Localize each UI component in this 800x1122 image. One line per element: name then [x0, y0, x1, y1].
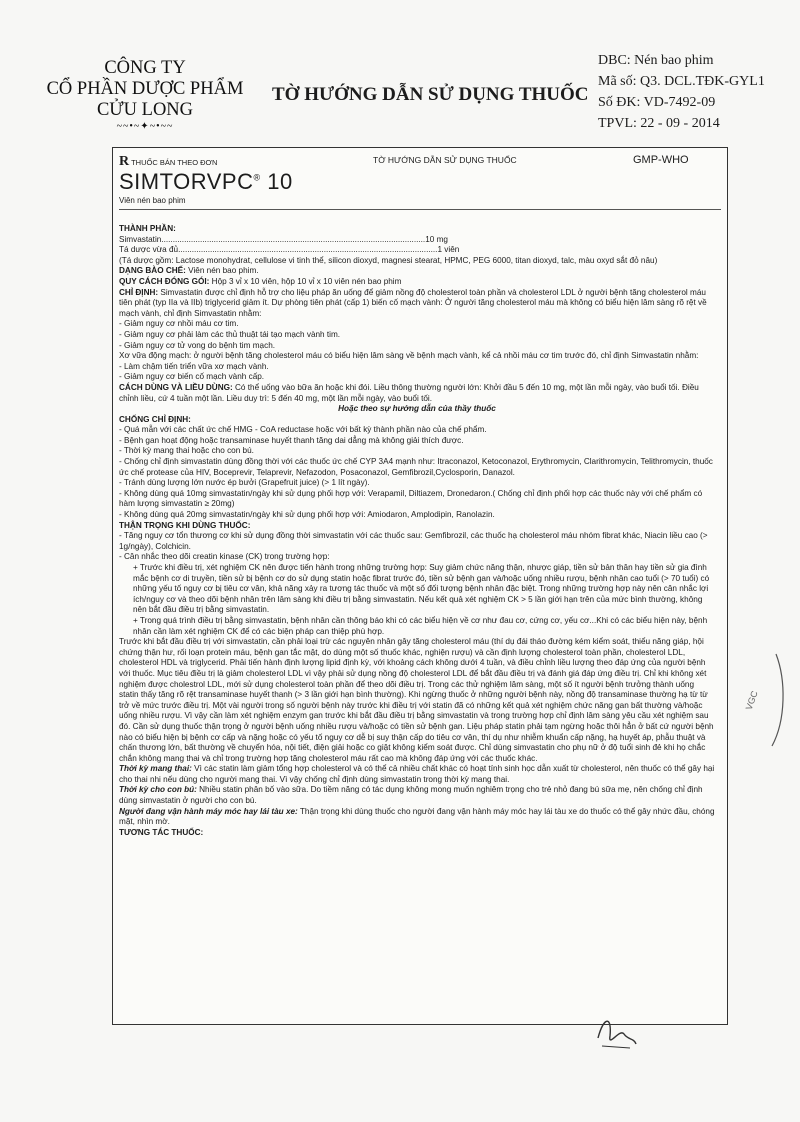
dosage-form: Viên nén bao phim	[119, 196, 186, 205]
reg-code: Mã số: Q3. DCL.TĐK-GYL1	[598, 74, 765, 89]
text: Hộp 3 vỉ x 10 viên, hộp 10 vỉ x 10 viên nén bao phim	[209, 276, 402, 286]
leaflet-body	[119, 224, 715, 838]
text: Có thể uống vào bữa ăn hoặc khi đói. Liều thông thường người lớn: Khởi đầu 5 đến 10 mg, một lần mỗi ngày, vào buổi tối. Điều chỉnh liều, cứ 4 tuần một lần. Liều duy trì: 5 đến 40 mg, một lần mỗi ngày, vào buổi tối.	[119, 382, 699, 403]
company-ornament: ~~•~✦~•~~	[116, 121, 174, 132]
list-item: - Không dùng quá 10mg simvastatin/ngày khi sử dụng phối hợp với: Verapamil, Diltiazem, Dronedaron.( Chống chỉ định phối hợp các thuốc này với chế phẩm có hàm lượng simvastatin ≥ 20mg)	[119, 488, 703, 509]
reg-dbc: DBC: Nén bao phim	[598, 53, 714, 68]
paragraph: Trước khi bắt đầu điều trị với simvastatin, cần phải loại trừ các nguyên nhân gây tăng cholesterol máu (thí dụ đái tháo đường kém kiểm soát, thiểu năng giáp, hội chứng thận hư, rối loạn protein máu, bệnh gan tắc mật, do dùng một số thuốc khác, nghiện rượu) và cần định lượng cholesterol toàn phần, cholesterol LDL, cholesterol HDL và triglycerid. Phải tiến hành định lượng lipid định kỳ, với khoảng cách không dưới 4 tuần, và điều chỉnh liều lượng theo đáp ứng của người bệnh với thuốc. Mục tiêu điều trị là giảm cholesterol LDL vì vậy phải sử dụng nồng độ cholesterol LDL để bắt đầu điều trị và đánh giá đáp ứng điều trị. Chỉ khi không xét nghiệm được cholestrol LDL, mới sử dụng cholesterol toàn phần để theo dõi điều trị. Trong các thử nghiệm lâm sàng, một số ít người bệnh trưởng thành uống statin thấy tăng rõ rệt transaminase huyết thanh (> 3 lần giới hạn bình thường). Khi ngừng thuốc ở những người bệnh này, nồng độ transaminase thường hạ từ từ trở về mức trước điều trị. Một vài người trong số người bệnh này trước khi điều trị với statin đã có những kết quả xét nghiệm chức năng gan bất thường và/hoặc uống nhiều rượu. Vì vậy cần làm xét nghiệm enzym gan trước khi bắt đầu điều trị bằng simvastatin và trong trường hợp chỉ định lâm sàng yêu cầu xét nghiệm sau đó. Cần sử dụng thuốc thận trọng ở người bệnh uống nhiều rượu và/hoặc có tiền sử bệnh gan. Liệu pháp statin phải tạm ngừng hoặc thôi hẳn ở bất cứ người bệnh nào có biểu hiện bị bệnh cơ cấp và nặng hoặc có yếu tố nguy cơ dễ bị suy thận cấp do tiêu cơ vân, thí dụ như nhiễm khuẩn cấp nặng, hạ huyết áp, phẫu thuật và chấn thương lớn, bất thường về chuyển hóa, nội tiết, điện giải hoặc co giật không kiểm soát được. Chỉ dùng simvastatin cho phụ nữ ở độ tuổi sinh đẻ khi họ chắc chắn không mang thai và chỉ trong trường hợp tăng cholesterol máu rất cao mà không đáp ứng với các thuốc khác.	[119, 637, 714, 763]
section-precautions: THẬN TRỌNG KHI DÙNG THUỐC:	[119, 520, 251, 530]
list-item: - Chống chỉ định simvastatin dùng đồng thời với các thuốc ức chế CYP 3A4 mạnh như: Itraconazol, Ketoconazol, Erythromycin, Clarithromycin, Telithromycin, thuốc ức chế protease của HIV, Boceprevir, Telaprevir, Nefazodon, Posaconazol, Gemfibrozil,Cyclosporin, Danazol.	[119, 457, 713, 477]
dosage-form-para	[119, 266, 715, 277]
paragraph: Xơ vữa động mạch: ở người bệnh tăng cholesterol máu có biểu hiện lâm sàng về bệnh mạch vành, kể cả nhồi máu cơ tim trước đó, chỉ định Simvastatin nhằm:	[119, 351, 699, 361]
signature-mark	[590, 1008, 640, 1053]
packaging-para	[119, 277, 715, 288]
list-item: - Tăng nguy cơ tổn thương cơ khi sử dụng đồng thời simvastatin với các thuốc sau: Gemfibrozil, các thuốc hạ cholesterol máu nhóm fibrat khác, Niacin liều cao (> 1g/ngày), Colchicin.	[119, 531, 708, 551]
heading: Thời kỳ cho con bú:	[119, 785, 197, 795]
ingredient-name: Simvastatin	[119, 234, 162, 244]
excipient-row	[119, 245, 715, 256]
heading: DẠNG BÀO CHẾ:	[119, 266, 186, 276]
lactation-para	[119, 785, 715, 806]
svg-text:VGC: VGC	[743, 689, 760, 712]
text: Viên nén bao phim.	[185, 266, 259, 276]
heading: Thời kỳ mang thai:	[119, 764, 192, 774]
list-item: - Làm chậm tiến triển vữa xơ mạch vành.	[119, 361, 269, 371]
list-item: - Giảm nguy cơ phải làm các thủ thuật tái tạo mạch vành tim.	[119, 329, 341, 339]
product-title: SIMTORVPC	[119, 169, 254, 194]
list-item: - Bệnh gan hoạt động hoặc transaminase huyết thanh tăng dai dẳng mà không giải thích được.	[119, 435, 464, 445]
heading: Người đang vận hành máy móc hay lái tàu xe:	[119, 806, 298, 816]
rx-note: THUỐC BÁN THEO ĐƠN	[131, 158, 218, 167]
list-item: - Giảm nguy cơ tử vong do bệnh tim mạch.	[119, 340, 276, 350]
registered-mark: ®	[253, 172, 261, 183]
inner-title: TỜ HƯỚNG DẪN SỬ DỤNG THUỐC	[373, 155, 517, 165]
gmp-label: GMP-WHO	[633, 154, 689, 166]
list-item: - Thời kỳ mang thai hoặc cho con bú.	[119, 446, 254, 456]
document-title: TỜ HƯỚNG DẪN SỬ DỤNG THUỐC	[272, 84, 589, 105]
list-item: - Tránh dùng lượng lớn nước ép bưởi (Grapefruit juice) (> 1 lít ngày).	[119, 478, 370, 488]
excipient-note: (Tá dược gồm: Lactose monohydrat, cellulose vi tinh thể, silicon dioxyd, magnesi stearat, HPMC, PEG 6000, titan dioxyd, talc, màu oxyd sắt đỏ nâu)	[119, 255, 658, 265]
dosage-para	[119, 383, 715, 404]
ingredient-amount: 10 mg	[425, 234, 448, 244]
list-item: - Giảm nguy cơ biến cố mạch vành cấp.	[119, 372, 265, 382]
driving-para	[119, 807, 715, 828]
indications-para	[119, 288, 715, 320]
list-item: - Cân nhắc theo dõi creatin kinase (CK) trong trường hợp:	[119, 552, 330, 562]
list-item: - Giảm nguy cơ nhồi máu cơ tim.	[119, 319, 239, 329]
excipient-amount: 1 viên	[437, 245, 460, 255]
list-item: + Trước khi điều trị, xét nghiệm CK nên được tiến hành trong những trường hợp: Suy giảm chức năng thận, nhược giáp, tiền sử bản thân hay tiền sử gia đình mắc bệnh cơ di truyền, tiền sử bị bệnh cơ do sử dụng statin hoặc fibrat trước đó, tiền sử bệnh gan và/hoặc uống nhiều rượu, bệnh nhân cao tuổi (> 70 tuổi) có những yếu tố nguy cơ bị tiêu cơ vân, khả năng xảy ra tương tác thuốc và một số đối tượng bệnh nhân đặc biệt. Trong những trường hợp này nên cân nhắc lợi ích/nguy cơ và theo dõi bệnh nhân trên lâm sàng khi điều trị bằng simvastatin. Nếu kết quả xét nghiệm CK > 5 lần giới hạn trên của mức bình thường, không nên bắt đầu điều trị bằng simvastatin.	[133, 563, 710, 615]
reg-number: Số ĐK: VD-7492-09	[598, 95, 716, 110]
text: Thận trọng khi dùng thuốc cho người đang vận hành máy móc hay lái tàu xe do thuốc có thể gây nhức đầu, chóng mặt, nhìn mờ.	[119, 806, 715, 827]
pregnancy-para	[119, 764, 715, 785]
prescription-note	[119, 154, 217, 170]
product-name	[119, 169, 293, 195]
divider	[119, 209, 721, 210]
doctor-note: Hoặc theo sự hướng dẫn của thầy thuốc	[338, 404, 496, 414]
section-composition: THÀNH PHẦN:	[119, 224, 176, 233]
section-contraindications: CHỐNG CHỈ ĐỊNH:	[119, 414, 191, 424]
list-item: - Không dùng quá 20mg simvastatin/ngày khi sử dụng phối hợp với: Amiodaron, Amplodipin, Ranolazin.	[119, 510, 495, 520]
list-item: + Trong quá trình điều trị bằng simvastatin, bệnh nhân cần thông báo khi có các biểu hiện về cơ như đau cơ, cứng cơ, yếu cơ...Khi có các biểu hiện này, bệnh nhân cần làm xét nghiệm CK để có các biện pháp can thiệp phù hợp.	[133, 615, 708, 636]
leaflet-card	[112, 147, 728, 1025]
seal-mark	[736, 650, 786, 750]
leader-dots: ....................................................................................................................	[161, 234, 426, 244]
registration-info	[598, 50, 765, 134]
leader-dots: ..................................................................................................................	[178, 245, 438, 255]
product-dose: 10	[267, 169, 293, 194]
text: Nhiều statin phân bố vào sữa. Do tiềm năng có tác dụng không mong muốn nghiêm trọng cho trẻ nhỏ đang bú sữa mẹ, nên chống chỉ định dùng simvastatin ở người cho con bú.	[119, 785, 703, 806]
list-item: - Quá mẫn với các chất ức chế HMG - CoA reductase hoặc với bất kỳ thành phần nào của chế phẩm.	[119, 425, 487, 435]
section-interactions: TƯƠNG TÁC THUỐC:	[119, 827, 204, 837]
ingredient-row	[119, 235, 715, 246]
rx-symbol: R	[119, 154, 130, 169]
reg-date: TPVL: 22 - 09 - 2014	[598, 116, 720, 131]
text: Simvastatin được chỉ định hỗ trợ cho liệu pháp ăn uống để giảm nồng độ cholesterol toàn phần và cholesterol LDL ở người bệnh tăng cholesterol máu tiên phát (typ IIa và IIb) triglycerid giảm ít. Dự phòng tiên phát (cấp 1) biến cố mạch vành: Ở người tăng cholesterol máu mà không có biểu hiện lâm sàng rõ rệt về mạch vành, chỉ định Simvastatin nhằm:	[119, 287, 707, 318]
company-line-1: CÔNG TY	[104, 58, 186, 78]
heading: CHỈ ĐỊNH:	[119, 287, 159, 297]
company-name	[40, 58, 250, 133]
heading: CÁCH DÙNG VÀ LIỀU DÙNG:	[119, 382, 233, 392]
heading: QUY CÁCH ĐÓNG GÓI:	[119, 276, 210, 286]
company-line-2: CỔ PHẦN DƯỢC PHẨM	[46, 79, 244, 99]
excipient-name: Tá dược vừa đủ	[119, 245, 179, 255]
company-line-3: CỬU LONG	[96, 100, 194, 120]
text: Vì các statin làm giảm tổng hợp cholesterol và có thể cả nhiều chất khác có hoạt tính sinh học dẫn xuất từ cholesterol, nên thuốc có thể gây hại cho thai nhi nếu dùng cho người mang thai. Vì vậy chống chỉ định dùng simvastatin trong thời kỳ mang thai.	[119, 764, 715, 784]
